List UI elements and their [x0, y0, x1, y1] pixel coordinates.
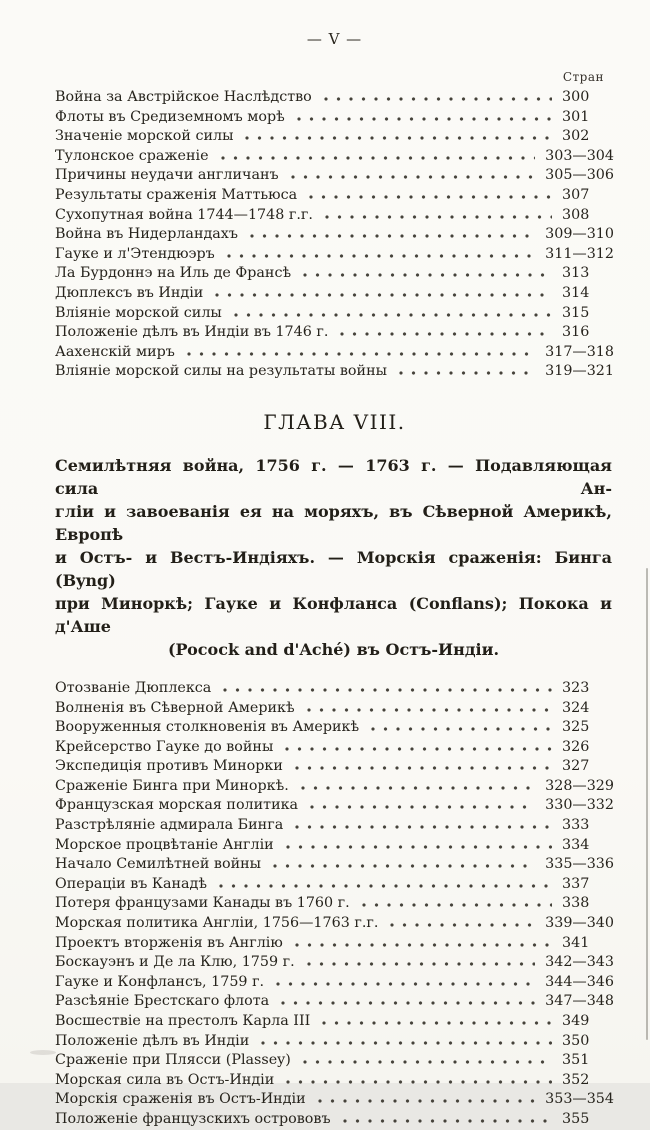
scan-artifact-bottom-smudge	[30, 1050, 56, 1055]
toc-entry-pages: 315	[562, 304, 590, 321]
toc-entry-pages: 350	[562, 1032, 590, 1049]
dot-leader	[281, 1000, 535, 1005]
toc-entry	[55, 875, 614, 895]
toc-entry-pages: 334	[562, 836, 590, 853]
chapter-heading: ГЛАВА VIII.	[263, 409, 406, 434]
dot-leader	[322, 1020, 552, 1025]
toc-entry	[55, 206, 614, 226]
toc-entry	[55, 699, 614, 719]
toc-entry	[55, 992, 614, 1012]
toc-entry	[55, 973, 614, 993]
toc-entry-title: Положеніе французскихъ острововъ	[55, 1110, 331, 1127]
toc-entry	[55, 108, 614, 128]
toc-entry	[55, 738, 614, 758]
toc-entry-title: Аахенскій миръ	[55, 343, 175, 360]
toc-entry-pages: 324	[562, 699, 590, 716]
dot-leader	[301, 785, 535, 790]
dot-leader	[295, 942, 552, 947]
toc-entry-title: Сраженіе при Плясси (Plassey)	[55, 1052, 291, 1069]
page-number-folio: — V —	[306, 30, 363, 48]
dot-leader	[307, 707, 552, 712]
chapter-summary	[55, 454, 612, 661]
toc-entry-title: Положеніе дѣлъ въ Индіи	[55, 1032, 250, 1049]
dot-leader	[285, 746, 552, 751]
toc-entry-pages: 311—312	[545, 245, 614, 262]
toc-entry	[55, 718, 614, 738]
toc-entry-pages: 305—306	[545, 167, 614, 184]
dot-leader	[309, 194, 552, 199]
toc-entry	[55, 934, 614, 954]
toc-entry-title: Потеря французами Канады въ 1760 г.	[55, 895, 350, 912]
dot-leader	[343, 1118, 552, 1123]
dot-leader	[295, 824, 552, 829]
toc-entry-title: Проектъ вторженія въ Англію	[55, 934, 283, 951]
toc-entry	[55, 225, 614, 245]
toc-entry-title: Боскауэнъ и Де ла Клю, 1759 г.	[55, 954, 295, 971]
dot-leader	[286, 1079, 552, 1084]
toc-entry-pages: 314	[562, 284, 590, 301]
toc-entry-pages: 335—336	[545, 856, 614, 873]
toc-entry-pages: 330—332	[545, 797, 614, 814]
dot-leader	[295, 765, 552, 770]
chapter-summary-line: гліи и завоеванія ея на моряхъ, въ Сѣверной Америкѣ, Европѣ	[55, 501, 612, 544]
toc-entry-title: Флоты въ Средиземномъ морѣ	[55, 108, 285, 125]
toc-entry-title: Война въ Нидерландахъ	[55, 226, 238, 243]
toc-entry	[55, 894, 614, 914]
toc-entry	[55, 914, 614, 934]
toc-entry-title: Значеніе морской силы	[55, 128, 234, 145]
dot-leader	[187, 351, 535, 356]
dot-leader	[291, 174, 536, 179]
toc-entry-pages: 339—340	[545, 915, 614, 932]
toc-entry-title: Вліяніе морской силы	[55, 304, 222, 321]
toc-entry-pages: 323	[562, 679, 590, 696]
toc-entry	[55, 323, 614, 343]
dot-leader	[362, 902, 552, 907]
dot-leader	[234, 312, 552, 317]
toc-entry	[55, 1090, 614, 1110]
toc-entry-title: Операціи въ Канадѣ	[55, 875, 207, 892]
toc-entry	[55, 304, 614, 324]
dot-leader	[318, 1098, 536, 1103]
toc-entry	[55, 1032, 614, 1052]
toc-entry	[55, 284, 614, 304]
toc-entry-pages: 351	[562, 1052, 590, 1069]
toc-entry	[55, 953, 614, 973]
dot-leader	[250, 233, 535, 238]
toc-entry-title: Ла Бурдоннэ на Иль де Франсѣ	[55, 265, 292, 282]
dot-leader	[324, 96, 552, 101]
toc-entry-pages: 355	[562, 1110, 590, 1127]
toc-entry	[55, 836, 614, 856]
toc-entry-title: Причины неудачи англичанъ	[55, 167, 279, 184]
dot-leader	[215, 292, 552, 297]
toc-entry-pages: 353—354	[545, 1091, 614, 1108]
toc-entry-pages: 333	[562, 817, 590, 834]
toc-entry-pages: 349	[562, 1013, 590, 1029]
toc-entry-title: Морская политика Англіи, 1756—1763 г.г.	[55, 915, 379, 932]
toc-list-part1	[55, 88, 614, 382]
toc-list-part2	[55, 679, 614, 1130]
toc-entry-title: Отозваніе Дюплекса	[55, 679, 212, 696]
dot-leader	[325, 214, 552, 219]
toc-entry	[55, 1071, 614, 1091]
toc-entry-title: Вооруженныя столкновенія въ Америкѣ	[55, 719, 360, 736]
toc-entry-title: Начало Семилѣтней войны	[55, 856, 262, 873]
toc-entry-pages: 317—318	[545, 343, 614, 360]
toc-entry-pages: 327	[562, 758, 590, 775]
toc-entry-title: Гауке и Конфлансъ, 1759 г.	[55, 973, 265, 990]
toc-entry-title: Вліяніе морской силы на результаты войны	[55, 363, 387, 380]
toc-entry	[55, 777, 614, 797]
toc-entry	[55, 1051, 614, 1071]
toc-entry-pages: 316	[562, 324, 590, 341]
toc-entry-title: Морская сила въ Остъ-Индіи	[55, 1071, 275, 1088]
dot-leader	[223, 687, 552, 692]
toc-entry	[55, 757, 614, 777]
toc-entry	[55, 343, 614, 363]
toc-entry	[55, 264, 614, 284]
chapter-summary-line: и Остъ- и Вестъ-Индіяхъ. — Морскія сраженія: Бинга (Byng)	[55, 547, 612, 590]
toc-entry-pages: 344—346	[545, 973, 614, 990]
toc-entry-title: Разсѣяніе Брестскаго флота	[55, 993, 270, 1010]
toc-entry-pages: 337	[562, 875, 590, 892]
toc-entry-pages: 325	[562, 719, 590, 736]
toc-entry-pages: 319—321	[545, 363, 614, 380]
dot-leader	[340, 331, 552, 336]
toc-entry-pages: 313	[562, 265, 590, 282]
toc-entry-title: Морскія сраженія въ Остъ-Индіи	[55, 1091, 306, 1108]
toc-entry-pages: 338	[562, 895, 590, 912]
toc-entry-title: Восшествіе на престолъ Карла III	[55, 1013, 311, 1029]
toc-entry-pages: 302	[562, 128, 590, 145]
toc-entry-pages: 300	[562, 89, 590, 105]
toc-entry-pages: 347—348	[545, 993, 614, 1010]
toc-entry-pages: 303—304	[545, 147, 614, 164]
dot-leader	[273, 863, 535, 868]
chapter-summary-line: (Pocock and d'Aché) въ Остъ-Индіи.	[167, 639, 500, 659]
chapter-summary-line: Семилѣтняя война, 1756 г. — 1763 г. — Подавляющая сила Ан-	[55, 455, 612, 498]
toc-entry-title: Тулонское сраженіе	[55, 147, 209, 164]
toc-entry	[55, 147, 614, 167]
toc-entry-title: Сухопутная война 1744—1748 г.г.	[55, 206, 313, 223]
dot-leader	[307, 961, 535, 966]
toc-entry	[55, 816, 614, 836]
chapter-summary-line: при Миноркѣ; Гауке и Конфланса (Conflans); Покока и д'Аше	[55, 593, 612, 636]
dot-leader	[303, 1059, 552, 1064]
toc-entry-pages: 342—343	[545, 954, 614, 971]
dot-leader	[310, 804, 535, 809]
dot-leader	[245, 135, 552, 140]
toc-entry-pages: 341	[562, 934, 590, 951]
toc-entry-title: Гауке и л'Этендюэръ	[55, 245, 215, 262]
toc-entry	[55, 1012, 614, 1032]
toc-entry-pages: 352	[562, 1071, 590, 1088]
toc-entry-title: Волненія въ Сѣверной Америкѣ	[55, 699, 295, 716]
toc-entry-title: Разстрѣляніе адмирала Бинга	[55, 817, 284, 834]
toc-entry-title: Морское процвѣтаніе Англіи	[55, 836, 274, 853]
toc-entry	[55, 362, 614, 382]
toc-entry	[55, 1110, 614, 1130]
toc-entry-title: Положеніе дѣлъ въ Индіи въ 1746 г.	[55, 324, 329, 341]
toc-entry-title: Война за Австрійское Наслѣдство	[55, 89, 312, 105]
toc-entry-pages: 309—310	[545, 226, 614, 243]
toc-entry-pages: 307	[562, 186, 590, 203]
toc-entry	[55, 186, 614, 206]
toc-entry-title: Сраженіе Бинга при Миноркѣ.	[55, 777, 289, 794]
toc-entry	[55, 245, 614, 265]
toc-entry	[55, 166, 614, 186]
toc-entry	[55, 88, 614, 108]
dot-leader	[303, 272, 552, 277]
toc-entry-pages: 301	[562, 108, 590, 125]
toc-entry	[55, 679, 614, 699]
toc-entry	[55, 855, 614, 875]
dot-leader	[219, 883, 552, 888]
toc-entry-title: Экспедиція противъ Минорки	[55, 758, 283, 775]
toc-entry-pages: 328—329	[545, 777, 614, 794]
toc-entry-title: Дюплексъ въ Индіи	[55, 284, 204, 301]
dot-leader	[297, 116, 552, 121]
toc-entry-title: Крейсерство Гауке до войны	[55, 738, 274, 755]
toc-entry-pages: 308	[562, 206, 590, 223]
toc-entry-pages: 326	[562, 738, 590, 755]
toc-entry-title: Результаты сраженія Маттьюса	[55, 186, 298, 203]
toc-entry-title: Французская морская политика	[55, 797, 299, 814]
dot-leader	[227, 253, 535, 258]
scan-artifact-right-edge	[646, 568, 648, 1040]
dot-leader	[399, 370, 535, 375]
dot-leader	[286, 844, 552, 849]
toc-entry	[55, 796, 614, 816]
dot-leader	[390, 922, 535, 927]
page-column-header: Стран	[562, 70, 604, 84]
dot-leader	[276, 981, 535, 986]
dot-leader	[221, 155, 536, 160]
toc-entry	[55, 127, 614, 147]
dot-leader	[371, 726, 552, 731]
dot-leader	[261, 1040, 552, 1045]
